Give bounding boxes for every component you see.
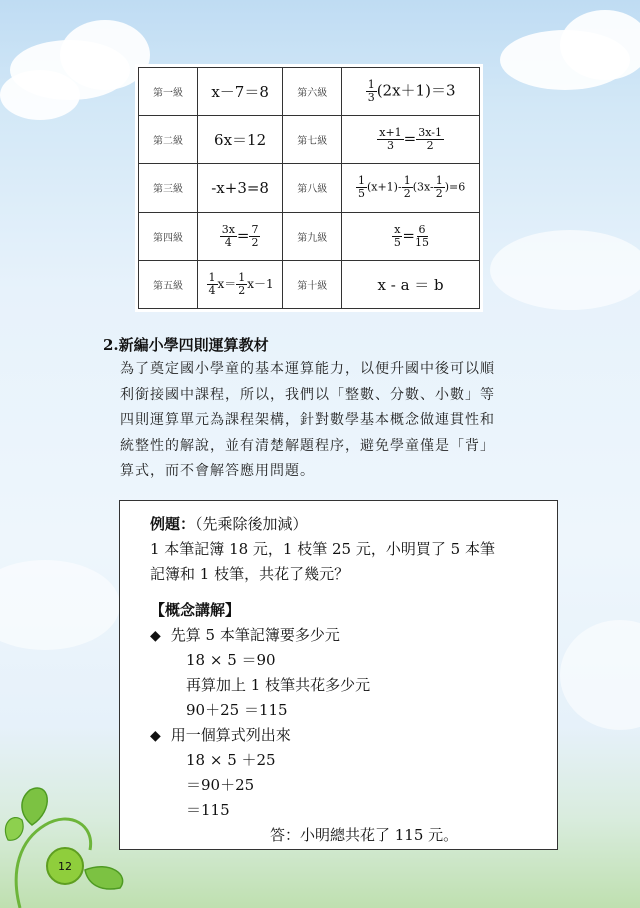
level-label: 第三級 (139, 164, 198, 212)
level-label: 第八級 (283, 164, 342, 212)
equation: x－7＝8 (198, 68, 283, 116)
table-row (139, 260, 480, 308)
cloud (490, 230, 640, 310)
level-label: 第十級 (283, 260, 342, 308)
example-box (119, 500, 558, 850)
example-heading (150, 513, 308, 534)
equation: $\frac{1}{3}$ (2x＋1)＝3 (342, 68, 480, 116)
level-label: 第九級 (283, 212, 342, 260)
section-paragraph (120, 357, 585, 485)
level-label: 第七級 (283, 116, 342, 164)
paragraph-line: 算式，而不會解答應用問題。 (120, 463, 315, 479)
paragraph-line: 利銜接國中課程，所以，我們以「整數、分數、小數」等 (120, 386, 495, 403)
equation: x - a ＝ b (342, 260, 480, 308)
equation: -x+3=8 (198, 164, 283, 212)
equation: 6x＝12 (198, 116, 283, 164)
cloud (560, 620, 640, 730)
step-line: 再算加上 1 枝筆共花多少元 (186, 676, 371, 694)
section-title: 2.新編小學四則運算教材 (103, 336, 269, 354)
equation: $\frac{1}{4}$ x＝ $\frac{1}{2}$ x－1 (198, 260, 283, 308)
step-bullet: ◆ 用一個算式列出來 (150, 726, 291, 744)
level-label: 第二級 (139, 116, 198, 164)
equation-levels-table (135, 64, 483, 312)
level-label: 第一級 (139, 68, 198, 116)
cloud (560, 10, 640, 80)
diamond-bullet-icon: ◆ (150, 628, 161, 644)
equation: $\frac{x}{5}$ = $\frac{6}{15}$ (342, 212, 480, 260)
diamond-bullet-icon: ◆ (150, 728, 161, 744)
example-question: 1 本筆記簿 18 元，1 枝筆 25 元，小明買了 5 本筆 (150, 540, 495, 558)
step-line: 18 × 5 ＝90 (186, 651, 276, 669)
page-number: 12 (46, 847, 84, 885)
cloud (0, 70, 80, 120)
step-line: 90＋25 ＝115 (186, 701, 288, 719)
cloud (0, 560, 120, 650)
vine-leaf-icon (0, 780, 140, 908)
concept-heading: 【概念講解】 (150, 601, 241, 619)
table-row (139, 164, 480, 212)
step-line: ＝90＋25 (186, 776, 255, 794)
level-label: 第四級 (139, 212, 198, 260)
table-row (139, 116, 480, 164)
example-label: 例題： (150, 515, 196, 533)
paragraph-line: 統整性的解說，並有清楚解題程序，避免學童僅是「背」 (120, 437, 495, 454)
example-question: 記簿和 1 枝筆，共花了幾元？ (150, 565, 350, 583)
paragraph-line: 四則運算單元為課程架構，針對數學基本概念做連貫性和 (120, 412, 495, 428)
table-row (139, 68, 480, 116)
level-label: 第五級 (139, 260, 198, 308)
equation: $\frac{1}{5}$ (x+1)- $\frac{1}{2}$ (3x- $\frac{1}{2}$ )=6 (342, 164, 480, 212)
equation: $\frac{x+1}{3}$ = $\frac{3x-1}{2}$ (342, 116, 480, 164)
step-bullet: ◆ 先算 5 本筆記簿要多少元 (150, 626, 340, 644)
equation: $\frac{3x}{4}$ = $\frac{7}{2}$ (198, 212, 283, 260)
step-line: ＝115 (186, 801, 230, 819)
level-label: 第六級 (283, 68, 342, 116)
example-note: （先乘除後加減） (195, 515, 308, 533)
table-row (139, 212, 480, 260)
step-line: 18 × 5 ＋25 (186, 751, 276, 769)
answer: 答：小明總共花了 115 元。 (270, 826, 459, 844)
paragraph-line: 為了奠定國小學童的基本運算能力，以便升國中後可以順 (120, 361, 495, 377)
